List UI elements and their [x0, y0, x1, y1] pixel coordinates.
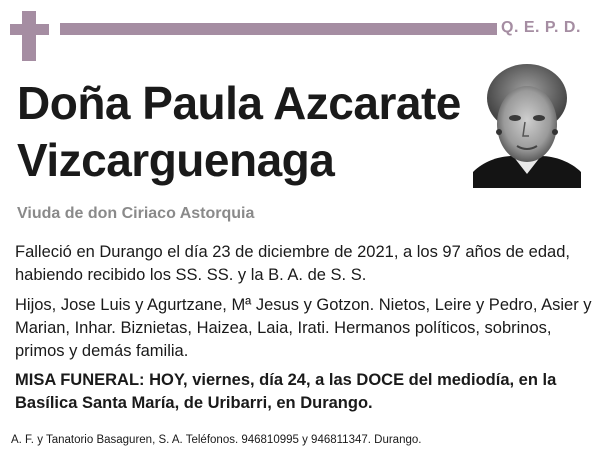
- widow-of-line: Viuda de don Ciriaco Astorquia: [17, 205, 255, 222]
- header-bar: [60, 23, 497, 35]
- portrait-photo: [473, 60, 581, 188]
- portrait-image: [473, 60, 581, 188]
- funeral-home-footer: A. F. y Tanatorio Basaguren, S. A. Teléfonos. 946810995 y 946811347. Durango.: [11, 434, 422, 446]
- qepd-label: Q. E. P. D.: [501, 19, 581, 36]
- family-list: Hijos, Jose Luis y Agurtzane, Mª Jesus y Gotzon. Nietos, Leire y Pedro, Asier y Marian, Inhar. Biznietas, Haizea, Laia, Irati. Hermanos políticos, sobrinos, primos y demás familia.: [15, 296, 592, 360]
- deceased-name: Doña Paula Azcarate Vizcarguenaga: [17, 77, 461, 186]
- cross-horizontal: [10, 24, 49, 35]
- death-notice: Falleció en Durango el día 23 de diciembre de 2021, a los 97 años de edad, habiendo recibido los SS. SS. y la B. A. de S. S.: [15, 243, 570, 284]
- funeral-info: MISA FUNERAL: HOY, viernes, día 24, a las DOCE del mediodía, en la Basílica Santa María, de Uribarri, en Durango.: [15, 371, 557, 412]
- cross-vertical: [22, 11, 36, 61]
